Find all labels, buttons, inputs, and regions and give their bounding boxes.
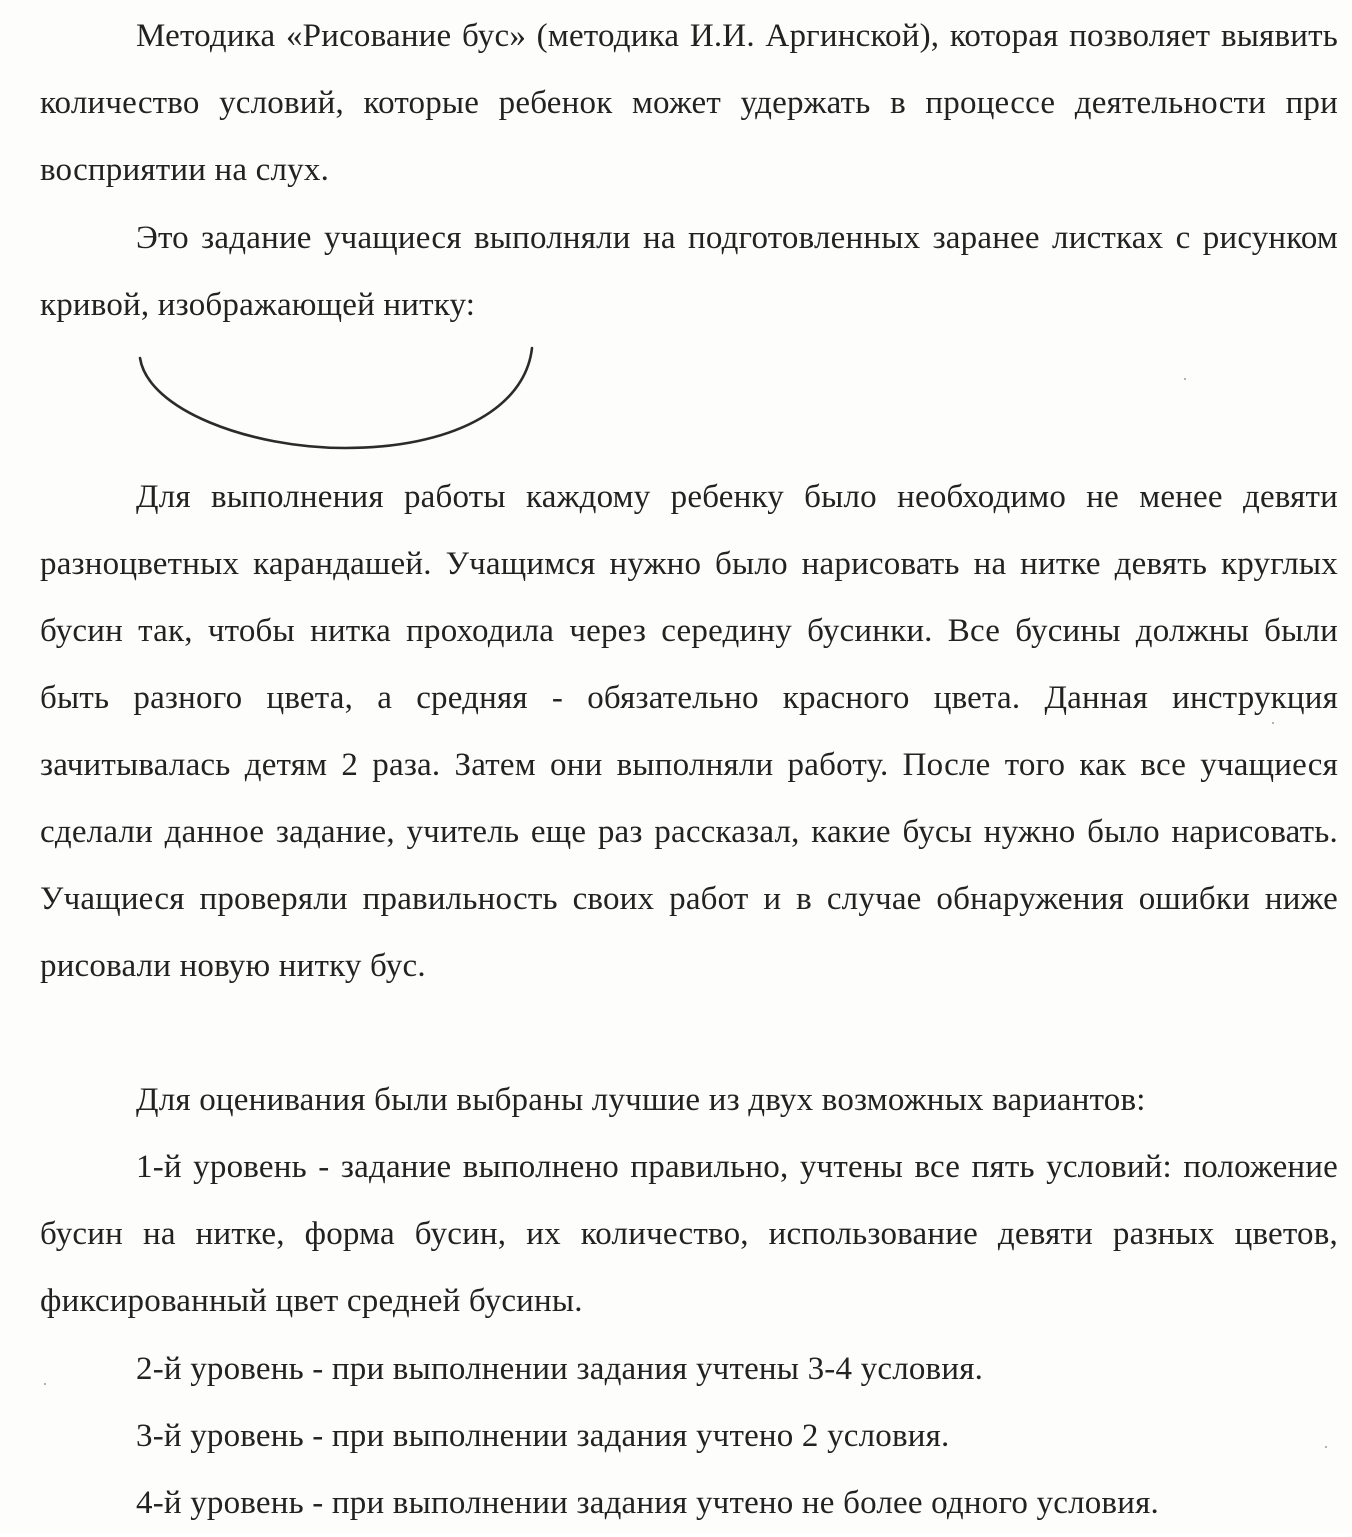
scan-speck: [1325, 1446, 1327, 1448]
scan-speck: [44, 1383, 46, 1385]
level-2-description: 2-й уровень - при выполнении задания учтены 3-4 условия.: [136, 1351, 984, 1387]
level-1-description: 1-й уровень - задание выполнено правильно, учтены все пять условий: положение бусин на нитке, форма бусин, их количество, использование девяти разных цветов, фиксированный цвет средней бусины.: [40, 1149, 1338, 1319]
paragraph-task-sheets: Это задание учащиеся выполняли на подготовленных заранее листках с рисунком кривой, изображающей нитку:: [40, 220, 1338, 323]
paragraph-method-description: Методика «Рисование бус» (методика И.И. Аргинской), которая позволяет выявить количество условий, которые ребенок может удержать в процессе деятельности при восприятии на слух.: [40, 18, 1338, 188]
level-3-description: 3-й уровень - при выполнении задания учтено 2 условия.: [136, 1418, 950, 1454]
scan-speck: [1184, 378, 1186, 380]
paragraph-evaluation-intro: Для оценивания были выбраны лучшие из двух возможных вариантов:: [136, 1082, 1146, 1118]
scan-speck: [1272, 722, 1274, 724]
paragraph-instructions: Для выполнения работы каждому ребенку было необходимо не менее девяти разноцветных карандашей. Учащимся нужно было нарисовать на нитке девять круглых бусин так, чтобы нитка проходила через середину бусинки. Все бусины должны были быть разного цвета, а средняя - обязательно красного цвета. Данная инструкция зачитывалась детям 2 раза. Затем они выполняли работу. После того как все учащиеся сделали данное задание, учитель еще раз рассказал, какие бусы нужно было нарисовать. Учащиеся проверяли правильность своих работ и в случае обнаружения ошибки ниже рисовали новую нитку бус.: [40, 479, 1338, 984]
thread-curve-icon: [130, 340, 550, 460]
level-4-description: 4-й уровень - при выполнении задания учтено не более одного условия.: [136, 1485, 1159, 1521]
